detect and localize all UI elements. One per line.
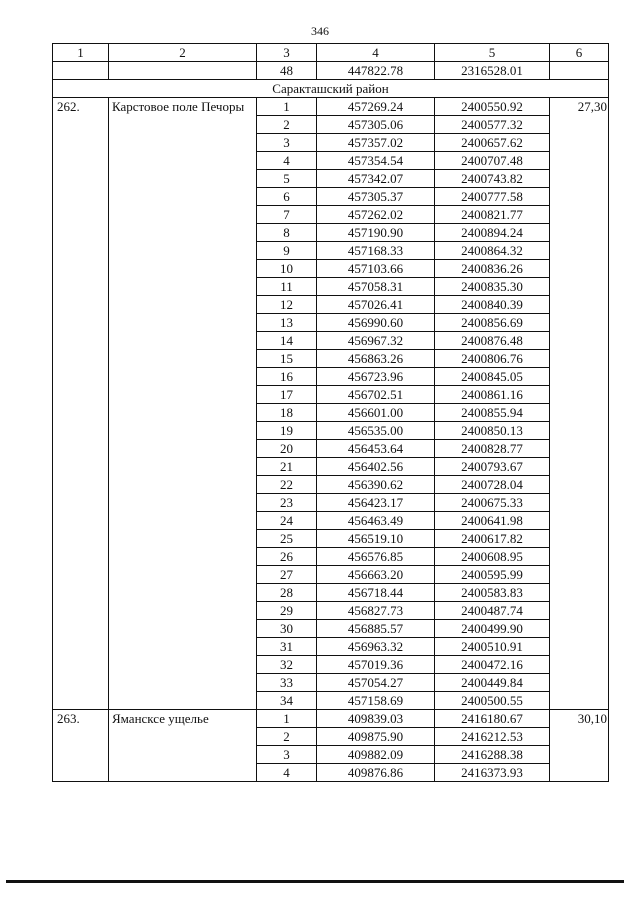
y-coordinate-cell: 2400577.32 (435, 116, 550, 134)
point-number-cell: 6 (257, 188, 317, 206)
y-coordinate-cell: 2400850.13 (435, 422, 550, 440)
column-header-area: 6 (550, 44, 609, 62)
x-coordinate-cell: 456453.64 (317, 440, 435, 458)
page-number: 346 (311, 24, 329, 38)
point-number-cell: 1 (257, 98, 317, 116)
y-coordinate-cell: 2400657.62 (435, 134, 550, 152)
x-coordinate-cell: 457026.41 (317, 296, 435, 314)
x-coordinate-cell: 457190.90 (317, 224, 435, 242)
point-number-cell: 14 (257, 332, 317, 350)
column-header-y: 5 (435, 44, 550, 62)
district-row (53, 80, 609, 98)
point-number-cell: 9 (257, 242, 317, 260)
y-coordinate-cell: 2400861.16 (435, 386, 550, 404)
y-coordinate-cell: 2400894.24 (435, 224, 550, 242)
point-number-cell: 3 (257, 134, 317, 152)
y-coordinate-cell: 2400487.74 (435, 602, 550, 620)
point-number-cell: 3 (257, 746, 317, 764)
point-number-cell: 25 (257, 530, 317, 548)
x-coordinate-cell: 409839.03 (317, 710, 435, 728)
x-coordinate-cell: 456535.00 (317, 422, 435, 440)
point-number-cell: 27 (257, 566, 317, 584)
point-number-cell: 2 (257, 116, 317, 134)
y-coordinate-cell: 2400840.39 (435, 296, 550, 314)
x-coordinate-cell: 457103.66 (317, 260, 435, 278)
x-coordinate-cell: 457158.69 (317, 692, 435, 710)
y-coordinate-cell: 2416373.93 (435, 764, 550, 782)
y-coordinate-cell: 2400793.67 (435, 458, 550, 476)
x-coordinate-cell: 457058.31 (317, 278, 435, 296)
object-area: 27,30 (550, 98, 609, 710)
point-number-cell: 30 (257, 620, 317, 638)
x-coordinate-cell: 457168.33 (317, 242, 435, 260)
x-coordinate-cell: 457342.07 (317, 170, 435, 188)
object-name: Ямансксе ущелье (109, 710, 257, 782)
point-number-cell: 22 (257, 476, 317, 494)
y-coordinate-cell: 2400500.55 (435, 692, 550, 710)
x-coordinate-cell: 456990.60 (317, 314, 435, 332)
point-number-cell: 21 (257, 458, 317, 476)
y-coordinate-cell: 2400845.05 (435, 368, 550, 386)
point-number-cell: 7 (257, 206, 317, 224)
y-coordinate-cell: 2416180.67 (435, 710, 550, 728)
point-number-cell: 13 (257, 314, 317, 332)
x-coordinate-cell: 456423.17 (317, 494, 435, 512)
x-coordinate-cell: 456863.26 (317, 350, 435, 368)
empty-cell (109, 62, 257, 80)
point-number-cell: 19 (257, 422, 317, 440)
object-area: 30,10 (550, 710, 609, 782)
object-number: 262. (53, 98, 109, 710)
y-coordinate-cell: 2400617.82 (435, 530, 550, 548)
coordinates-table (52, 43, 609, 782)
x-coordinate-cell: 456402.56 (317, 458, 435, 476)
point-number-cell: 23 (257, 494, 317, 512)
point-number-cell: 8 (257, 224, 317, 242)
point-number-cell: 15 (257, 350, 317, 368)
y-coordinate-cell: 2400828.77 (435, 440, 550, 458)
x-coordinate-cell: 457262.02 (317, 206, 435, 224)
point-number-cell: 26 (257, 548, 317, 566)
column-header-name: 2 (109, 44, 257, 62)
district-heading: Саракташский район (53, 80, 609, 98)
point-number-cell: 33 (257, 674, 317, 692)
y-coordinate-cell: 2400499.90 (435, 620, 550, 638)
object-number: 263. (53, 710, 109, 782)
point-number-cell: 31 (257, 638, 317, 656)
point-number-cell: 4 (257, 764, 317, 782)
x-coordinate-cell: 409875.90 (317, 728, 435, 746)
y-coordinate-cell: 2416212.53 (435, 728, 550, 746)
column-header-number: 1 (53, 44, 109, 62)
y-coordinate-cell: 2400876.48 (435, 332, 550, 350)
column-header-x: 4 (317, 44, 435, 62)
y-coordinate-cell: 2400449.84 (435, 674, 550, 692)
x-coordinate-cell: 456702.51 (317, 386, 435, 404)
point-number-cell: 2 (257, 728, 317, 746)
x-coordinate-cell: 456967.32 (317, 332, 435, 350)
point-number-cell: 32 (257, 656, 317, 674)
x-coordinate-cell: 456885.57 (317, 620, 435, 638)
column-header-point: 3 (257, 44, 317, 62)
coordinate-row (53, 710, 609, 728)
x-coordinate-cell: 456827.73 (317, 602, 435, 620)
x-coordinate-cell: 456718.44 (317, 584, 435, 602)
y-coordinate-cell: 2400777.58 (435, 188, 550, 206)
x-coordinate-cell: 457054.27 (317, 674, 435, 692)
point-number-cell: 29 (257, 602, 317, 620)
x-coordinate-cell: 456601.00 (317, 404, 435, 422)
x-coordinate-cell: 409882.09 (317, 746, 435, 764)
x-coordinate-cell: 447822.78 (317, 62, 435, 80)
point-number-cell: 20 (257, 440, 317, 458)
y-coordinate-cell: 2400835.30 (435, 278, 550, 296)
y-coordinate-cell: 2400641.98 (435, 512, 550, 530)
y-coordinate-cell: 2400595.99 (435, 566, 550, 584)
y-coordinate-cell: 2400821.77 (435, 206, 550, 224)
y-coordinate-cell: 2400472.16 (435, 656, 550, 674)
point-number-cell: 28 (257, 584, 317, 602)
y-coordinate-cell: 2316528.01 (435, 62, 550, 80)
y-coordinate-cell: 2400675.33 (435, 494, 550, 512)
point-number-cell: 48 (257, 62, 317, 80)
x-coordinate-cell: 456576.85 (317, 548, 435, 566)
y-coordinate-cell: 2400743.82 (435, 170, 550, 188)
point-number-cell: 34 (257, 692, 317, 710)
empty-cell (550, 62, 609, 80)
y-coordinate-cell: 2400856.69 (435, 314, 550, 332)
header-row (53, 44, 609, 62)
coordinate-row (53, 98, 609, 116)
x-coordinate-cell: 457269.24 (317, 98, 435, 116)
point-number-cell: 17 (257, 386, 317, 404)
point-number-cell: 16 (257, 368, 317, 386)
y-coordinate-cell: 2400583.83 (435, 584, 550, 602)
coordinates-table-body (53, 44, 609, 782)
point-number-cell: 4 (257, 152, 317, 170)
x-coordinate-cell: 456663.20 (317, 566, 435, 584)
point-number-cell: 11 (257, 278, 317, 296)
x-coordinate-cell: 456390.62 (317, 476, 435, 494)
point-number-cell: 24 (257, 512, 317, 530)
point-number-cell: 1 (257, 710, 317, 728)
object-name: Карстовое поле Печоры (109, 98, 257, 710)
x-coordinate-cell: 456723.96 (317, 368, 435, 386)
empty-cell (53, 62, 109, 80)
point-number-cell: 10 (257, 260, 317, 278)
y-coordinate-cell: 2400550.92 (435, 98, 550, 116)
x-coordinate-cell: 457305.37 (317, 188, 435, 206)
y-coordinate-cell: 2400806.76 (435, 350, 550, 368)
y-coordinate-cell: 2400707.48 (435, 152, 550, 170)
x-coordinate-cell: 409876.86 (317, 764, 435, 782)
y-coordinate-cell: 2400855.94 (435, 404, 550, 422)
point-number-cell: 12 (257, 296, 317, 314)
x-coordinate-cell: 457354.54 (317, 152, 435, 170)
x-coordinate-cell: 456963.32 (317, 638, 435, 656)
y-coordinate-cell: 2400608.95 (435, 548, 550, 566)
x-coordinate-cell: 456519.10 (317, 530, 435, 548)
y-coordinate-cell: 2416288.38 (435, 746, 550, 764)
x-coordinate-cell: 457305.06 (317, 116, 435, 134)
point-number-cell: 5 (257, 170, 317, 188)
continuation-row (53, 62, 609, 80)
point-number-cell: 18 (257, 404, 317, 422)
x-coordinate-cell: 457357.02 (317, 134, 435, 152)
y-coordinate-cell: 2400728.04 (435, 476, 550, 494)
x-coordinate-cell: 456463.49 (317, 512, 435, 530)
y-coordinate-cell: 2400864.32 (435, 242, 550, 260)
footer-rule (6, 880, 624, 883)
y-coordinate-cell: 2400836.26 (435, 260, 550, 278)
y-coordinate-cell: 2400510.91 (435, 638, 550, 656)
x-coordinate-cell: 457019.36 (317, 656, 435, 674)
